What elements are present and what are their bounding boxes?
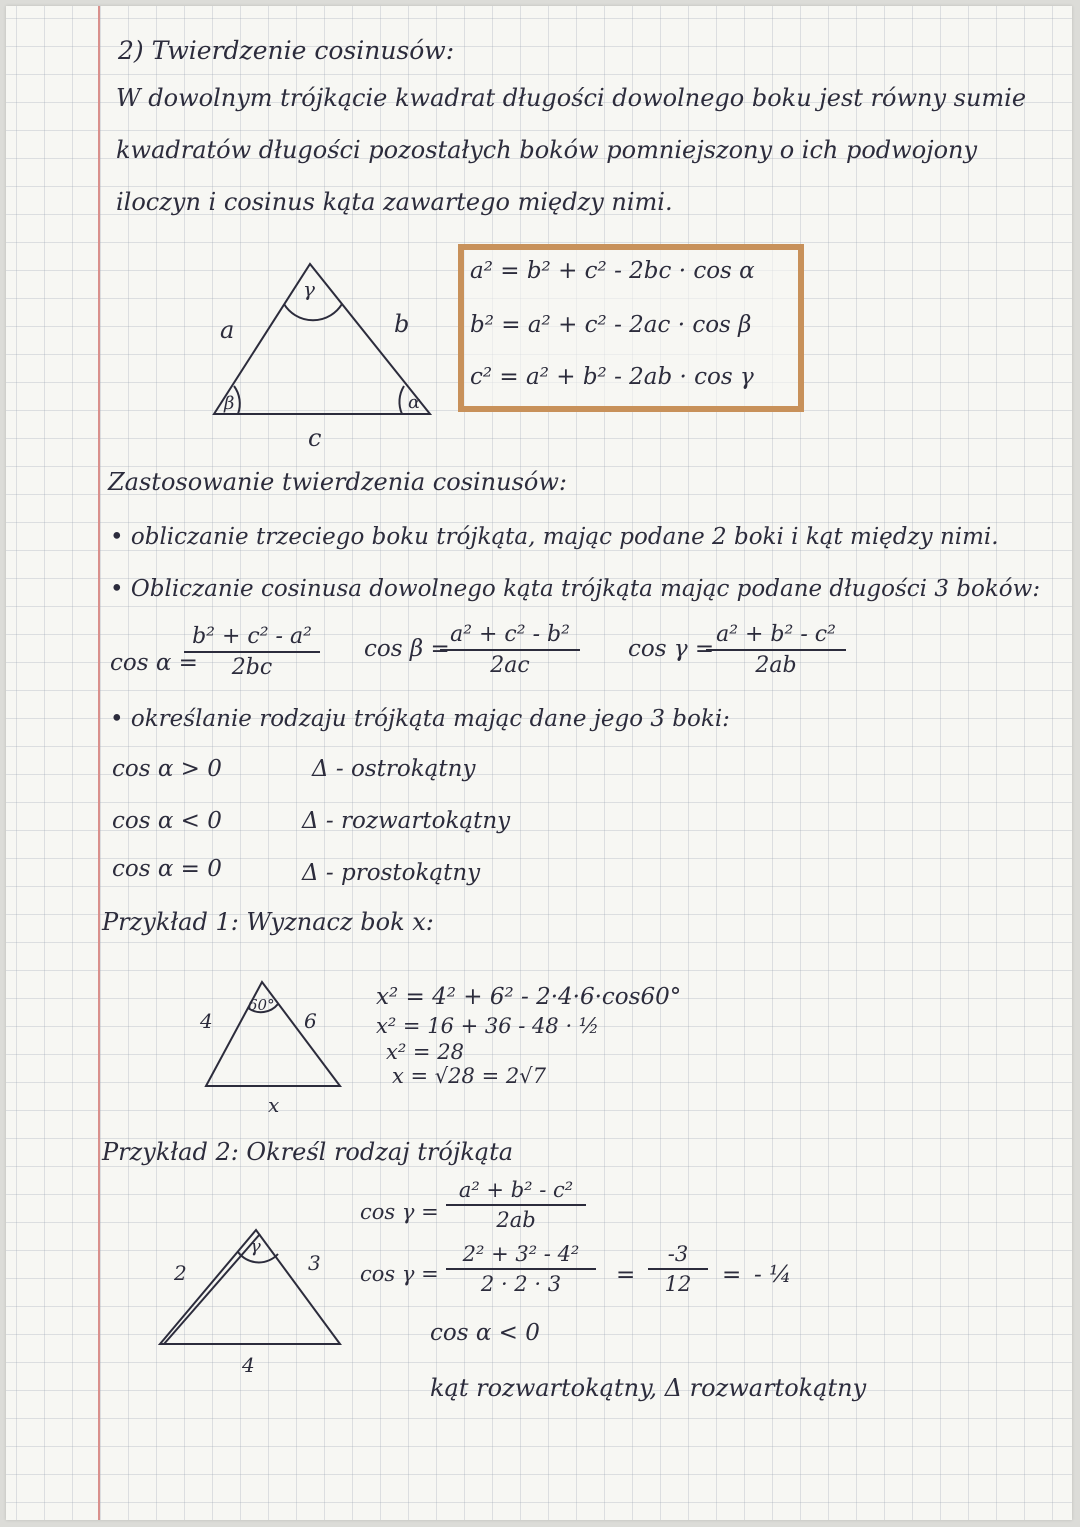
case-2-result: Δ - rozwartokątny xyxy=(302,808,511,834)
cos-gamma-fraction xyxy=(706,622,846,678)
example-2-calc-label: cos γ = xyxy=(360,1262,439,1286)
cos-alpha-fraction xyxy=(184,624,320,680)
example-1-step-3: x² = 28 xyxy=(386,1040,464,1064)
triangle-1-beta: β xyxy=(224,393,235,414)
triangle-diagram-1 xyxy=(196,246,456,452)
angle-beta-arc xyxy=(234,386,240,414)
example-2-formula-denominator: 2ab xyxy=(496,1208,536,1232)
triangle-diagram-2 xyxy=(186,966,366,1116)
triangle-1-shape xyxy=(214,264,430,414)
case-3-result: Δ - prostokątny xyxy=(302,860,481,886)
example-2-result-fraction xyxy=(648,1242,708,1296)
triangle-2-angle: 60° xyxy=(248,996,275,1014)
intro-line-3: iloczyn i cosinus kąta zawartego między nimi. xyxy=(116,188,673,216)
example-2-calc-numerator: 2² + 3² - 4² xyxy=(446,1242,596,1270)
triangle-2-left: 4 xyxy=(200,1009,213,1033)
example-2-formula-label: cos γ = xyxy=(360,1200,439,1224)
example-2-formula-fraction xyxy=(446,1178,586,1232)
example-2-equals-1: = xyxy=(616,1262,636,1288)
example-2-conclusion-1: cos α < 0 xyxy=(430,1320,540,1346)
cos-gamma-label: cos γ = xyxy=(628,636,715,662)
intro-line-2: kwadratów długości pozostałych boków pomniejszony o ich podwojony xyxy=(116,136,978,164)
application-bullet-2: • Obliczanie cosinusa dowolnego kąta trójkąta mając podane długości 3 boków: xyxy=(110,576,1041,602)
triangle-2-right: 6 xyxy=(304,1009,317,1033)
example-1-step-2: x² = 16 + 36 - 48 · ½ xyxy=(376,1014,600,1038)
section-title: 2) Twierdzenie cosinusów: xyxy=(118,36,455,65)
application-bullet-3: • określanie rodzaju trójkąta mając dane jego 3 boki: xyxy=(110,706,730,732)
triangle-3-angle: γ xyxy=(250,1236,261,1257)
cos-beta-denominator: 2ac xyxy=(490,653,530,678)
example-2-heading: Przykład 2: Określ rodzaj trójkąta xyxy=(102,1138,514,1166)
case-2-condition: cos α < 0 xyxy=(112,808,222,834)
example-1-heading: Przykład 1: Wyznacz bok x: xyxy=(102,908,434,936)
cos-alpha-numerator: b² + c² - a² xyxy=(184,624,320,653)
box-formula-2: b² = a² + c² - 2ac · cos β xyxy=(470,312,752,338)
case-3-condition: cos α = 0 xyxy=(112,856,222,882)
notebook-page xyxy=(6,6,1072,1520)
application-bullet-1: • obliczanie trzeciego boku trójkąta, mając podane 2 boki i kąt między nimi. xyxy=(110,524,999,550)
triangle-1-side-a: a xyxy=(220,316,235,344)
triangle-1-gamma: γ xyxy=(303,277,315,301)
triangle-3-double-stroke xyxy=(164,1234,260,1344)
triangle-2-bottom: x xyxy=(268,1093,280,1117)
triangle-3-left: 2 xyxy=(174,1261,187,1285)
example-1-step-4: x = √28 = 2√7 xyxy=(392,1064,546,1088)
triangle-1-side-b: b xyxy=(394,310,410,338)
cos-gamma-denominator: 2ab xyxy=(755,653,797,678)
triangle-3-bottom: 4 xyxy=(242,1353,255,1377)
cos-beta-fraction xyxy=(440,622,580,678)
example-2-result: - ¼ xyxy=(754,1262,792,1288)
intro-line-1: W dowolnym trójkącie kwadrat długości dowolnego boku jest równy sumie xyxy=(116,84,1027,112)
example-1-step-1: x² = 4² + 6² - 2·4·6·cos60° xyxy=(376,984,682,1010)
triangle-3-right: 3 xyxy=(308,1251,321,1275)
box-formula-1: a² = b² + c² - 2bc · cos α xyxy=(470,258,755,284)
example-2-calc-denominator: 2 · 2 · 3 xyxy=(480,1272,562,1296)
triangle-1-side-c: c xyxy=(308,424,322,452)
example-2-equals-2: = xyxy=(722,1262,742,1288)
cos-alpha-label: cos α = xyxy=(110,650,198,676)
angle-alpha-arc xyxy=(399,386,404,414)
example-2-formula-numerator: a² + b² - c² xyxy=(446,1178,586,1206)
box-formula-3: c² = a² + b² - 2ab · cos γ xyxy=(470,364,754,390)
cos-beta-numerator: a² + c² - b² xyxy=(440,622,580,651)
cos-alpha-denominator: 2bc xyxy=(231,655,273,680)
applications-heading: Zastosowanie twierdzenia cosinusów: xyxy=(108,468,567,496)
example-2-conclusion-2: kąt rozwartokątny, Δ rozwartokątny xyxy=(430,1374,867,1402)
triangle-1-alpha: α xyxy=(408,392,421,413)
cos-beta-label: cos β = xyxy=(364,636,450,662)
example-2-calc-fraction xyxy=(446,1242,596,1296)
angle-gamma-arc xyxy=(284,304,342,320)
case-1-result: Δ - ostrokątny xyxy=(312,756,476,782)
case-1-condition: cos α > 0 xyxy=(112,756,222,782)
example-2-result-numerator: -3 xyxy=(648,1242,708,1270)
example-2-result-denominator: 12 xyxy=(664,1272,692,1296)
cos-gamma-numerator: a² + b² - c² xyxy=(706,622,846,651)
margin-line xyxy=(98,6,100,1520)
triangle-diagram-3 xyxy=(146,1214,366,1377)
